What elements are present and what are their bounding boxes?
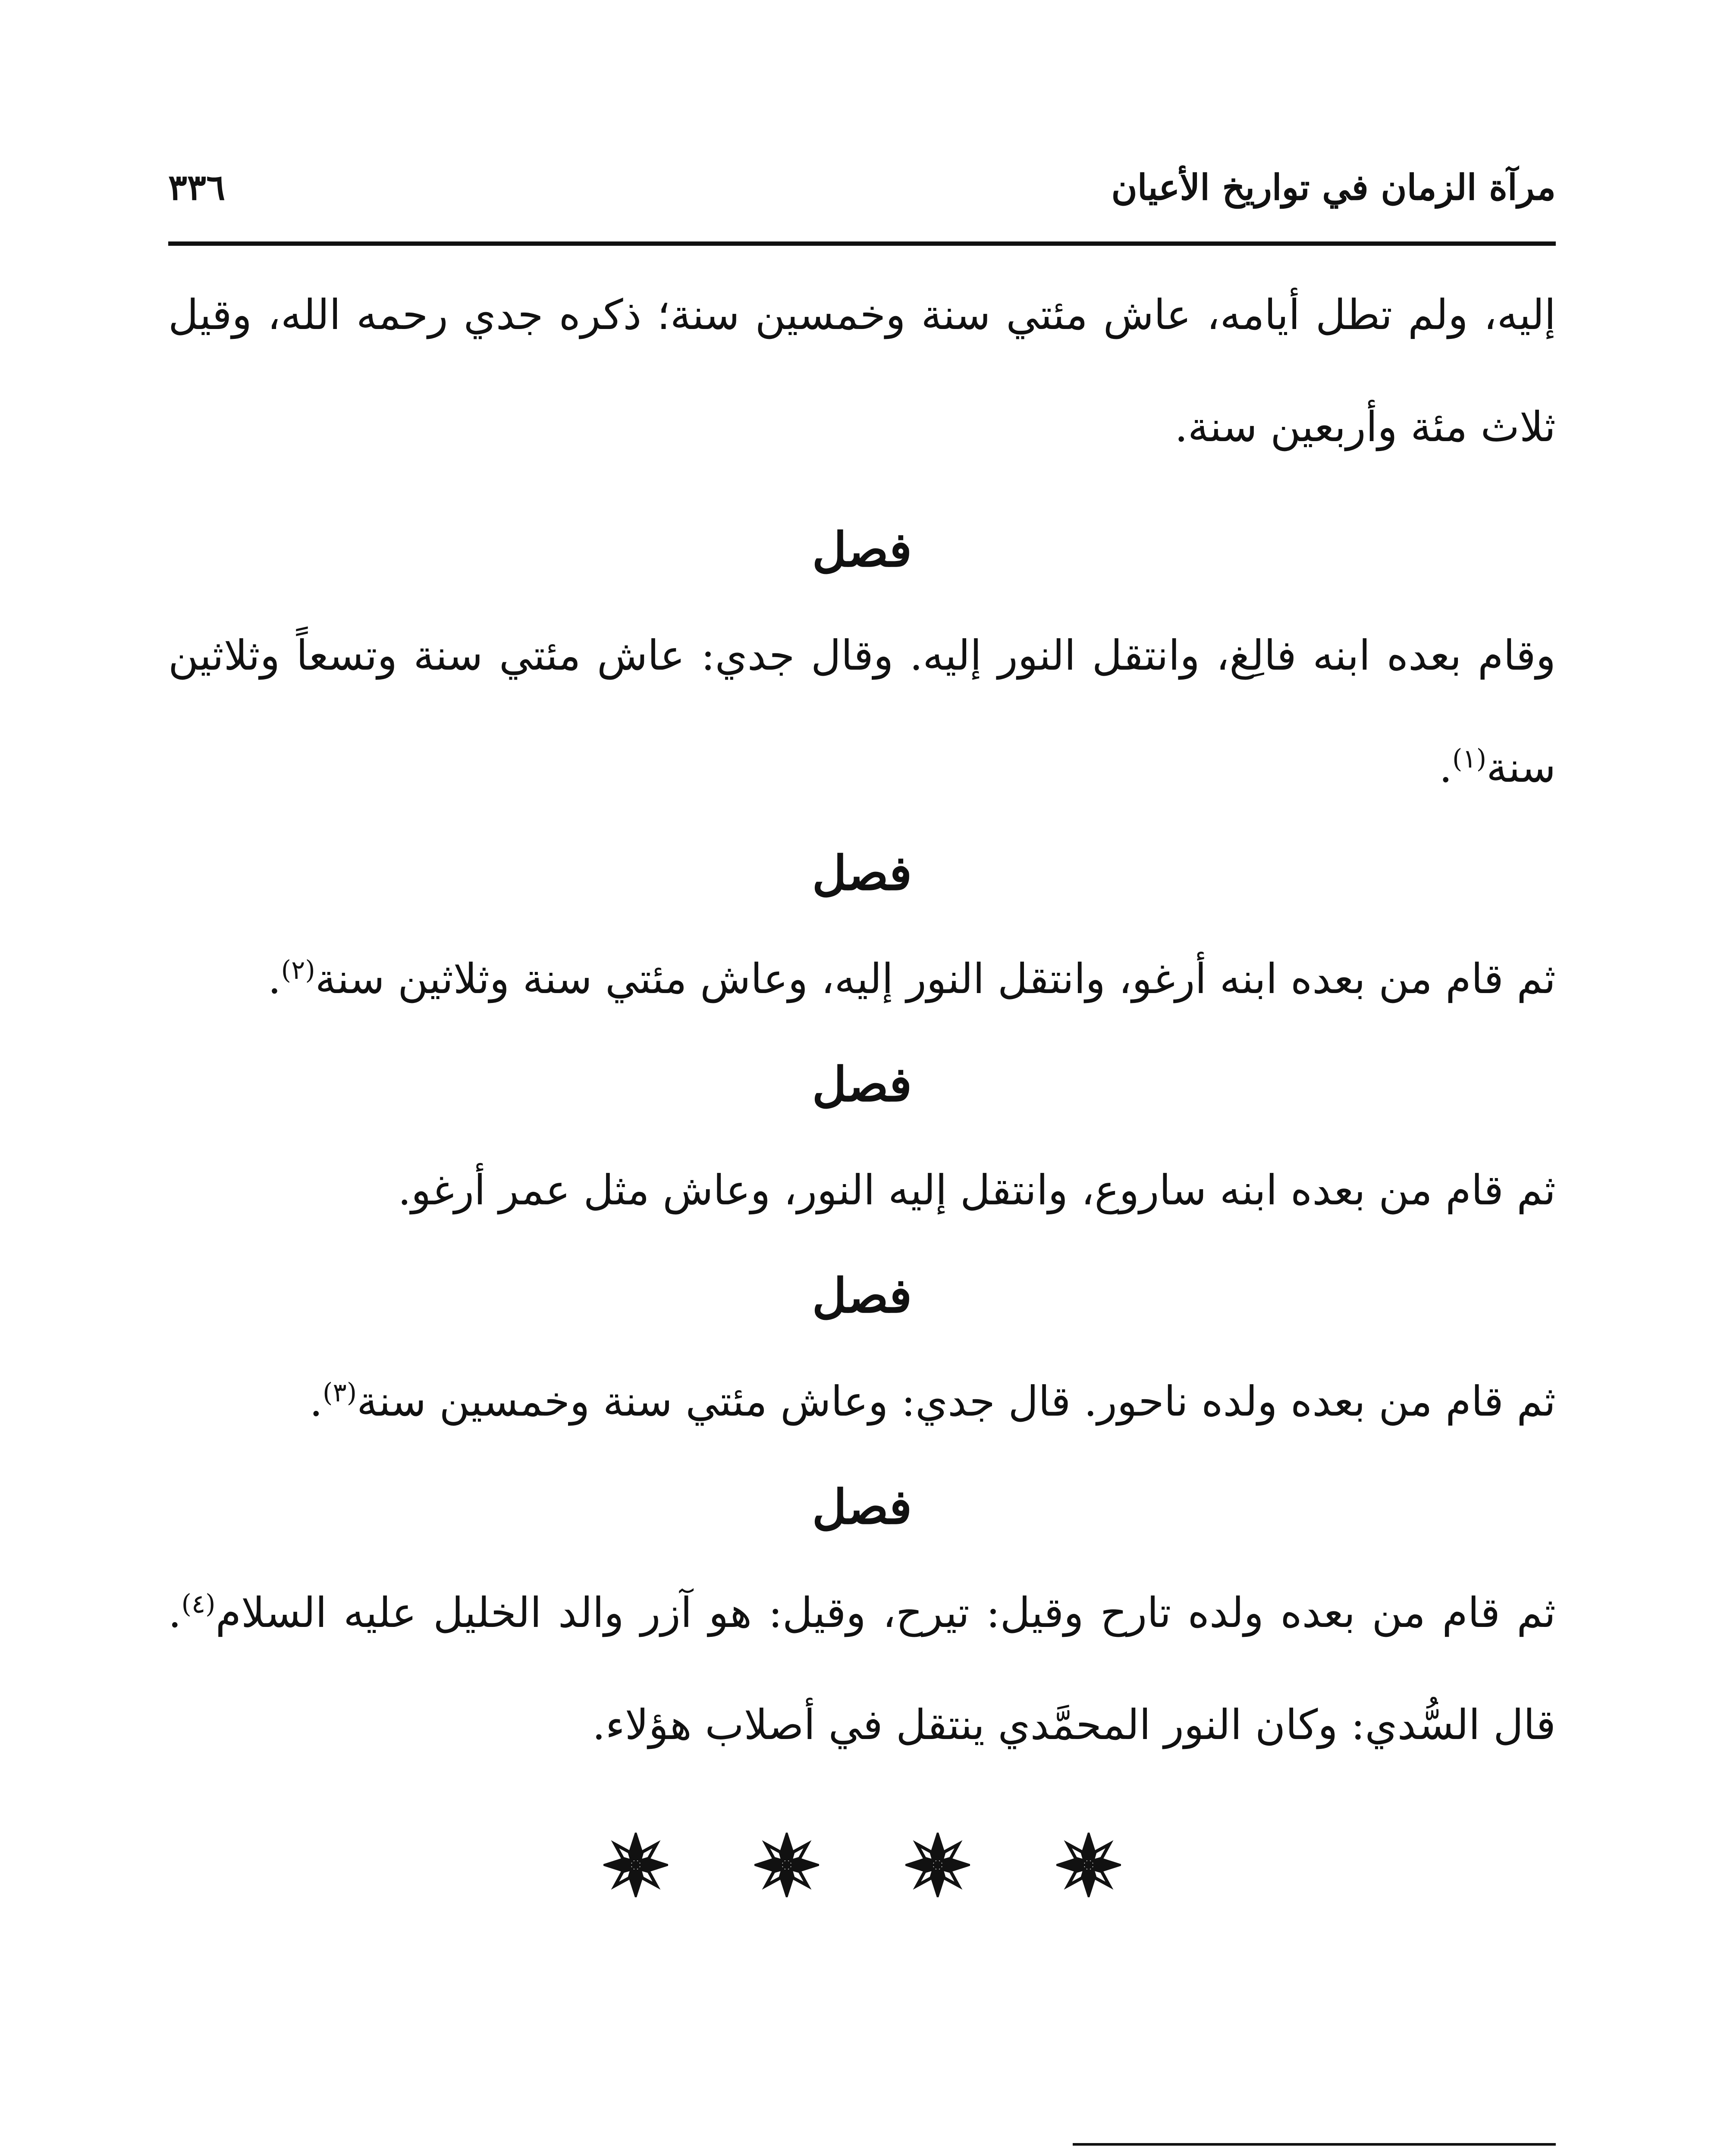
section-tail: . [1439, 743, 1453, 792]
footnote-reference[interactable]: (٤) [181, 1589, 216, 1619]
section-3 [168, 1035, 1556, 1246]
section-text: وقام بعده ابنه فالِغ، وانتقل النور إليه. وقال جدي: عاش مئتي سنة وتسعاً وثلاثين سنة [168, 631, 1556, 792]
section-paragraph [168, 923, 1556, 1035]
footnote-reference[interactable]: (٢) [281, 955, 315, 985]
section-paragraph [168, 599, 1556, 824]
section-paragraph [168, 1557, 1556, 1781]
footnote-reference[interactable]: (١) [1452, 744, 1487, 774]
section-text: ثم قام من بعده ولده تارح وقيل: تيرح، وقيل: هو آزر والد الخليل عليه السلام [215, 1589, 1556, 1637]
section-1 [168, 500, 1556, 824]
section-4 [168, 1246, 1556, 1457]
intro-paragraph: إليه، ولم تطل أيامه، عاش مئتي سنة وخمسين سنة؛ ذكره جدي رحمه الله، وقيل ثلاث مئة وأربعين سنة. [168, 291, 1556, 451]
section-tail: . قال السُّدي: وكان النور المحمَّدي ينتقل في أصلاب هؤلاء. [168, 1589, 1556, 1749]
section-text: ثم قام من بعده ابنه أرغو، وانتقل النور إليه، وعاش مئتي سنة وثلاثين سنة [315, 955, 1556, 1003]
section-text: ثم قام من بعده ولده ناحور. قال جدي: وعاش مئتي سنة وخمسين سنة [357, 1377, 1556, 1426]
section-heading: فصل [812, 1479, 912, 1535]
flower-ornament-icon [603, 1833, 668, 1897]
flower-ornament-icon [754, 1833, 819, 1897]
section-heading: فصل [812, 1056, 912, 1112]
section-heading: فصل [812, 845, 912, 901]
section-end-ornaments [0, 1833, 1724, 1910]
running-title: مرآة الزمان في تواريخ الأعيان [1111, 167, 1556, 208]
section-5 [168, 1457, 1556, 1781]
flower-ornament-icon [1056, 1833, 1121, 1897]
section-heading: فصل [812, 522, 912, 577]
body-text [168, 259, 1556, 1781]
flower-ornament-icon [905, 1833, 970, 1897]
header-rule [168, 241, 1556, 246]
section-2 [168, 824, 1556, 1035]
section-heading: فصل [812, 1268, 912, 1323]
section-paragraph [168, 1345, 1556, 1457]
section-paragraph [168, 1134, 1556, 1246]
footnote-rule [1073, 2143, 1556, 2146]
page-number: ٣٣٦ [168, 167, 226, 208]
footnote-reference[interactable]: (٣) [323, 1378, 357, 1408]
section-tail: . [268, 955, 281, 1003]
page-header [168, 155, 1556, 229]
section-text: ثم قام من بعده ابنه ساروع، وانتقل إليه النور، وعاش مثل عمر أرغو. [398, 1166, 1556, 1214]
section-tail: . [309, 1377, 323, 1426]
